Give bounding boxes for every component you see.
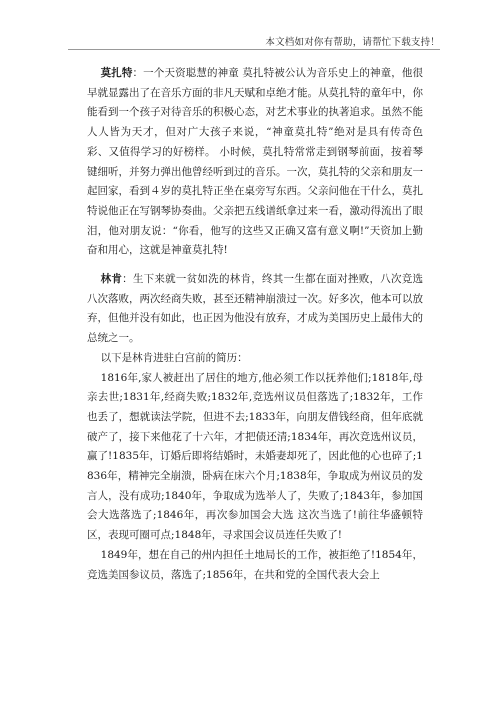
lincoln-paragraph bbox=[87, 270, 423, 349]
mozart-paragraph bbox=[87, 64, 423, 261]
mozart-term: 莫扎特 bbox=[100, 67, 133, 79]
document-body bbox=[87, 64, 423, 585]
lincoln-term: 林肯 bbox=[100, 273, 123, 286]
mozart-text: ：一个天资聪慧的神童 莫扎特被公认为音乐史上的神童，他很早就显露出了在音乐方面的非凡天赋和卓绝才能。从莫扎特的童年中，你能看到一个孩子对待音乐的积极心态，对艺术事业的执著追求。虽然不能人人皆为天才，但对广大孩子来说，“神童莫扎特”绝对是具有传奇色彩、又值得学习的好榜样。 小时候，莫扎特常常走到钢琴前面，按着琴键细听，并努力弹出他曾经听到过的音乐。一次，莫扎特的父亲和朋友一起回家，看到４岁的莫扎特正坐在桌旁写东西。父亲问他在干什么，莫扎特说他正在写钢琴协奏曲。父亲把五线谱纸拿过来一看，激动得流出了眼泪，他对朋友说：“你看，他写的这些又正确又富有意义啊!”天资加上勤奋和用心，这就是神童莫扎特! bbox=[87, 67, 423, 257]
lincoln-resume-1: 1816年,家人被赶出了居住的地方,他必须工作以抚养他们;1818年,母亲去世;1831年,经商失败;1832年,竞选州议员但落选了;1832年，工作也丢了，想就读法学院，但进不去;1833年，向朋友借钱经商，但年底就破产了，接下来他花了十六年，才把债还清;1834年，再次竞选州议员，赢了!1835年，订婚后即将结婚时，未婚妻却死了，因此他的心也碎了;1836年，精神完全崩溃，卧病在床六个月;1838年，争取成为州议员的发言人，没有成功;1840年，争取成为选举人了，失败了;1843年，参加国会大选落选了;1846年，再次参加国会大选 这次当选了!前往华盛顿特区，表现可圈可点;1848年，寻求国会议员连任失败了! bbox=[87, 371, 423, 542]
lincoln-intro: 以下是林肯进驻白宫前的简历： bbox=[100, 351, 248, 364]
page-header-note: 本文档如对你有帮助，请帮忙下载支持！ bbox=[265, 37, 440, 48]
header-divider bbox=[68, 49, 440, 50]
lincoln-resume-2: 1849年，想在自己的州内担任土地局长的工作，被拒绝了!1854年，竞选美国参议员，落选了;1856年，在共和党的全国代表大会上 bbox=[87, 548, 423, 581]
lincoln-text: ：生下来就一贫如洗的林肯，终其一生都在面对挫败，八次竞选八次落败，两次经商失败，甚至还精神崩溃过一次。好多次，他本可以放弃，但他并没有如此，也正因为他没有放弃，才成为美国历史上最伟大的总统之一。 bbox=[87, 273, 424, 345]
